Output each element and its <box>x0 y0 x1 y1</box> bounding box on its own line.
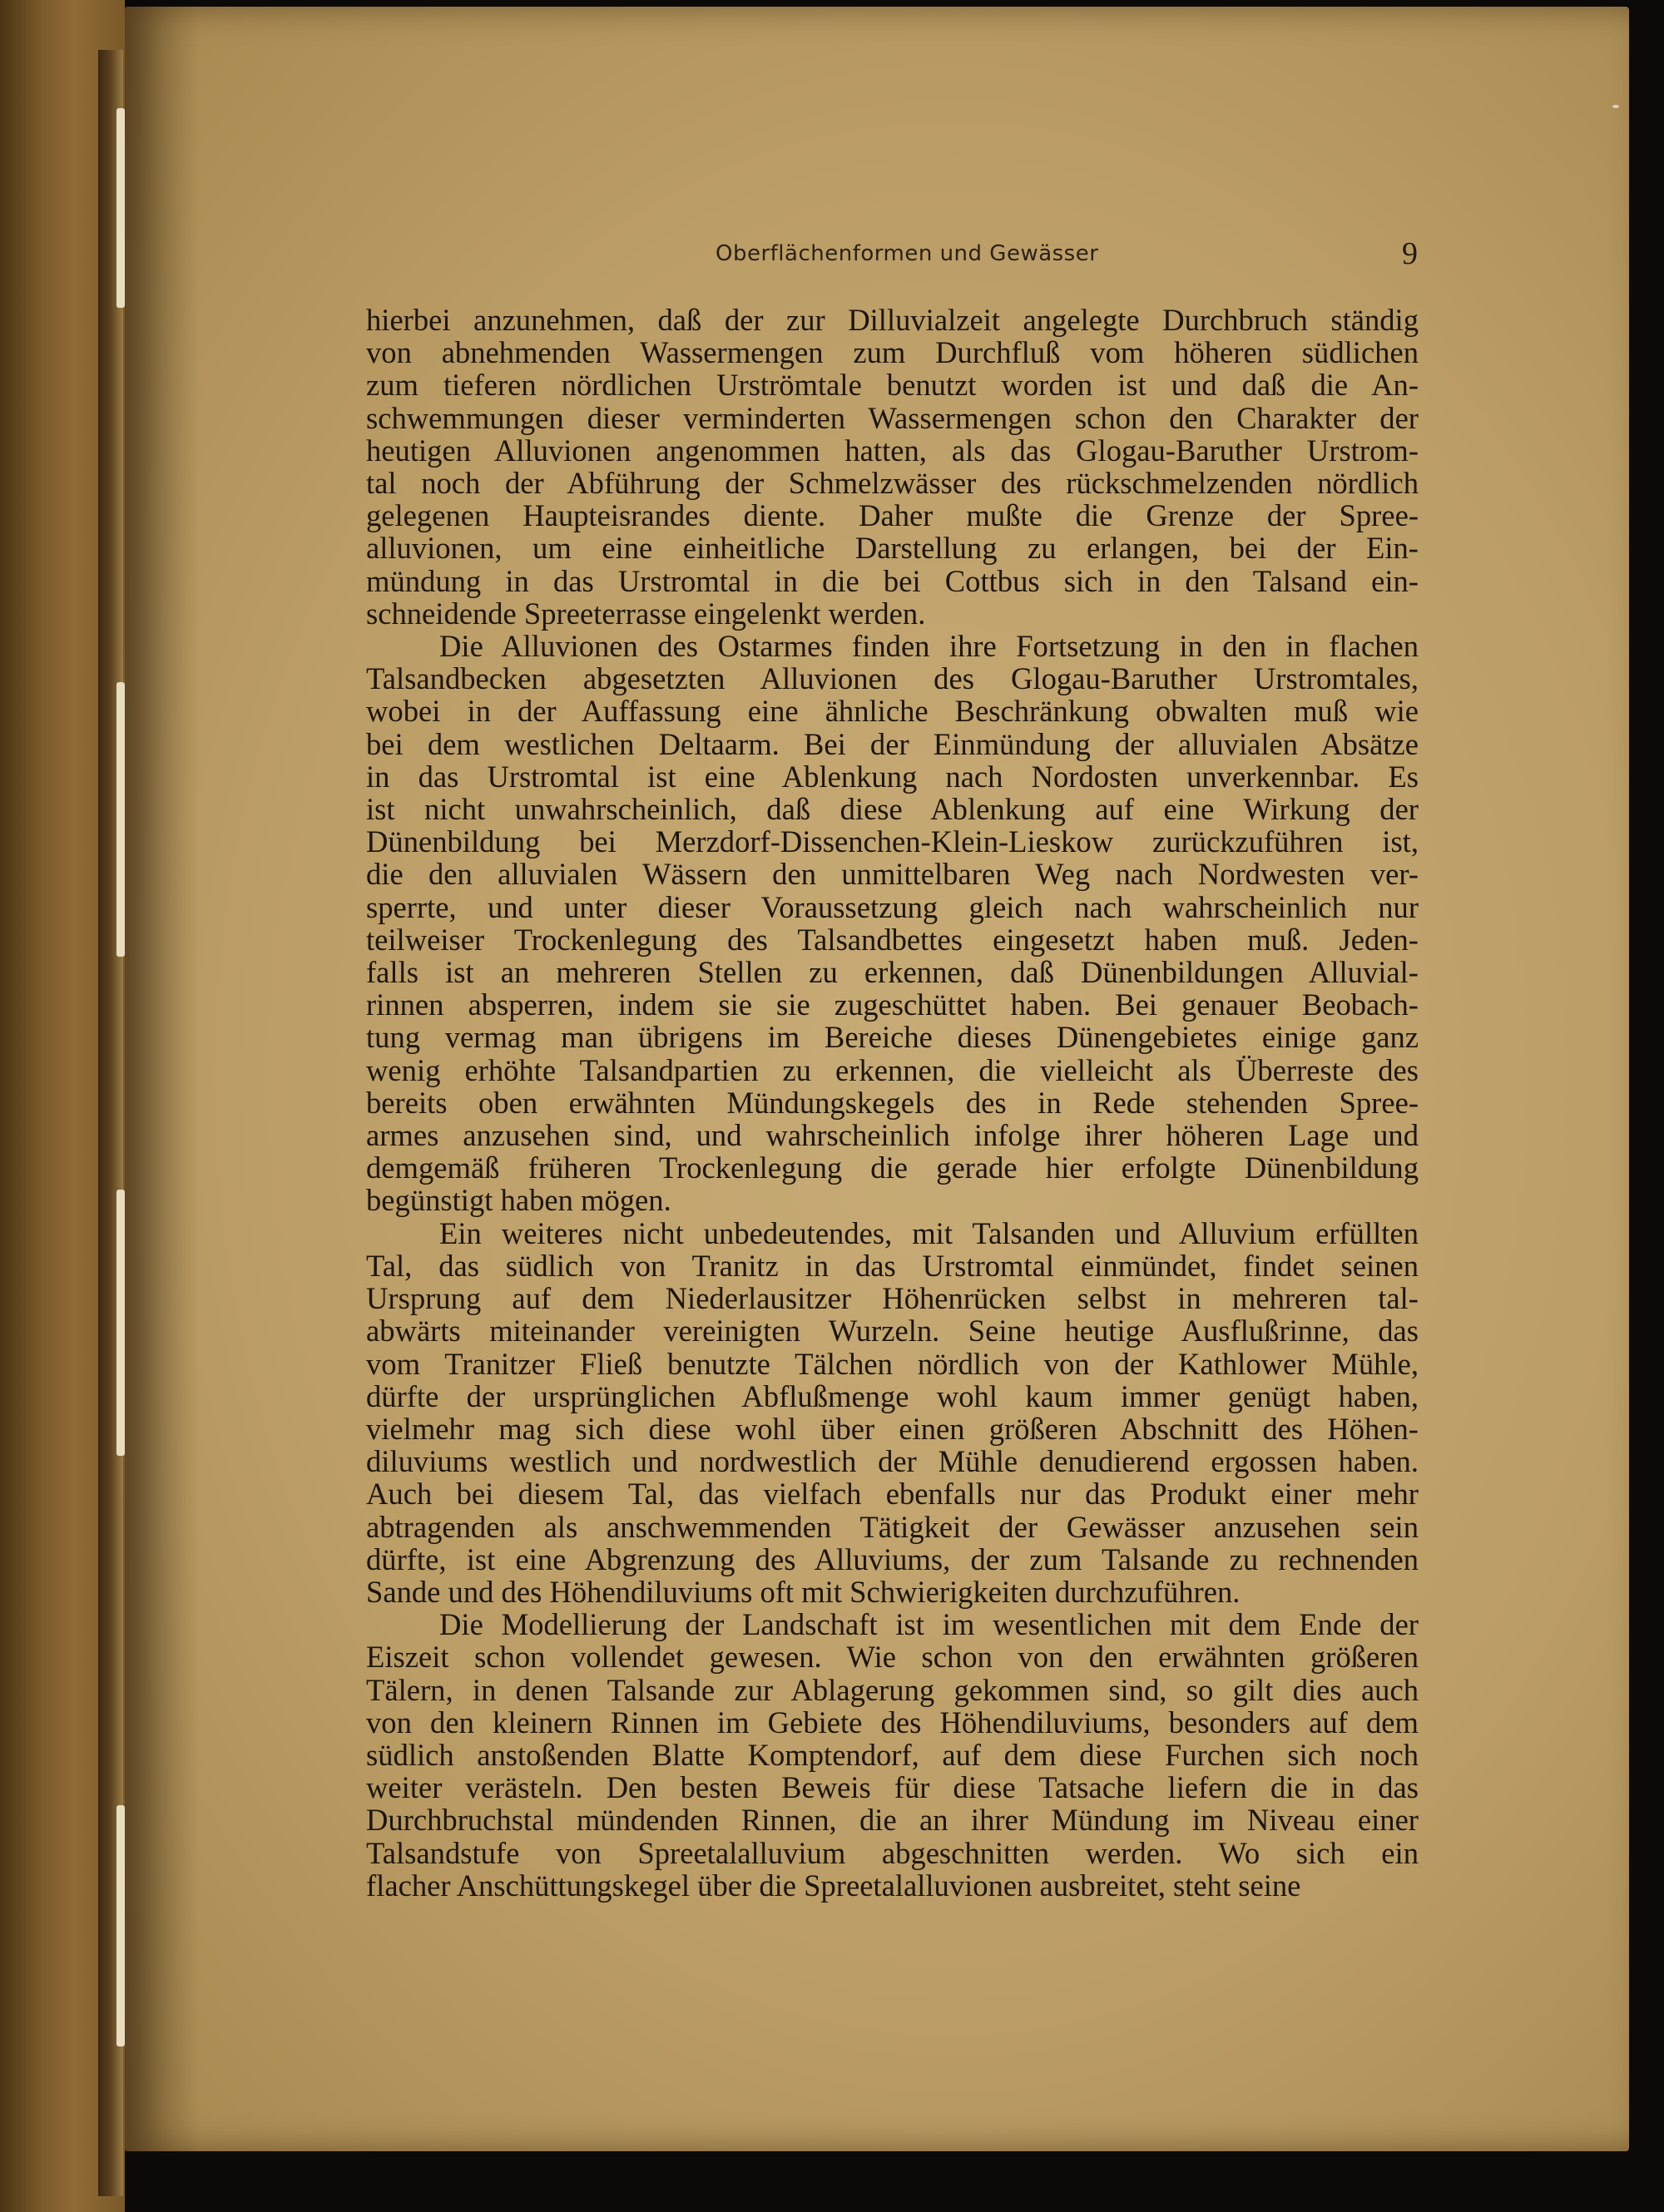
binding-thread <box>116 682 125 957</box>
scan-speck <box>1612 105 1619 108</box>
spine-shadow <box>125 7 200 2151</box>
text-line: abtragenden als anschwemmenden Tätigkeit der Gewässer anzusehen sein <box>366 1509 1419 1544</box>
text-line: vielmehr mag sich diese wohl über einen größeren Abschnitt des Höhen- <box>366 1411 1419 1446</box>
paragraph <box>366 630 1419 1217</box>
text-line: Die Alluvionen des Ostarmes finden ihre Fortsetzung in den in flachen <box>439 629 1419 664</box>
text-line: wobei in der Auffassung eine ähnliche Beschränkung obwalten muß wie <box>366 694 1419 729</box>
binding-thread <box>116 1190 125 1456</box>
paragraph <box>366 304 1419 630</box>
body-text <box>366 304 1419 1902</box>
text-line: Dünenbildung bei Merzdorf-Dissenchen-Klein-Lieskow zurückzuführen ist, <box>366 824 1419 859</box>
text-line: vom Tranitzer Fließ benutzte Tälchen nördlich von der Kathlower Mühle, <box>366 1346 1419 1381</box>
text-line: falls ist an mehreren Stellen zu erkennen, daß Dünenbildungen Alluvial- <box>366 955 1419 990</box>
text-line: Durchbruchstal mündenden Rinnen, die an ihrer Mündung im Niveau einer <box>366 1803 1419 1838</box>
text-line: südlich anstoßenden Blatte Komptendorf, auf dem diese Furchen sich noch <box>366 1737 1419 1772</box>
text-line: bereits oben erwähnten Mündungskegels des in Rede stehenden Spree- <box>366 1085 1419 1120</box>
text-line: abwärts miteinander vereinigten Wurzeln. Seine heutige Ausflußrinne, das <box>366 1314 1419 1348</box>
text-line: rinnen absperren, indem sie sie zugeschüttet haben. Bei genauer Beobach- <box>366 987 1419 1022</box>
text-line: schwemmungen dieser verminderten Wassermengen schon den Charakter der <box>366 400 1419 435</box>
paragraph <box>366 1217 1419 1608</box>
binding-thread <box>116 108 125 308</box>
text-line: demgemäß früheren Trockenlegung die gerade hier erfolgte Dünenbildung <box>366 1151 1419 1185</box>
text-line: Eiszeit schon vollendet gewesen. Wie schon von den erwähnten größeren <box>366 1640 1419 1675</box>
text-line: Die Modellierung der Landschaft ist im wesentlichen mit dem Ende der <box>439 1607 1419 1642</box>
text-line: armes anzusehen sind, und wahrscheinlich infolge ihrer höheren Lage und <box>366 1118 1419 1153</box>
paragraph <box>366 1608 1419 1902</box>
text-line: alluvionen, um eine einheitliche Darstellung zu erlangen, bei der Ein- <box>366 531 1419 566</box>
text-line: dürfte, ist eine Abgrenzung des Alluviums, der zum Talsande zu rechnenden <box>366 1541 1419 1576</box>
text-line: Tal, das südlich von Tranitz in das Urstromtal einmündet, findet seinen <box>366 1248 1419 1283</box>
page-number: 9 <box>1402 236 1418 271</box>
text-line: in das Urstromtal ist eine Ablenkung nach Nordosten unverkennbar. Es <box>366 759 1419 794</box>
text-line: tal noch der Abführung der Schmelzwässer des rückschmelzenden nördlich <box>366 466 1419 501</box>
text-line: flacher Anschüttungskegel über die Spreetalalluvionen ausbreitet, steht seine <box>366 1868 1301 1903</box>
text-line: gelegenen Haupteisrandes diente. Daher mußte die Grenze der Spree- <box>366 498 1419 533</box>
text-line: schneidende Spreeterrasse eingelenkt werden. <box>366 596 926 631</box>
text-line: hierbei anzunehmen, daß der zur Dilluvialzeit angelegte Durchbruch ständig <box>366 303 1419 337</box>
text-line: ist nicht unwahrscheinlich, daß diese Ablenkung auf eine Wirkung der <box>366 792 1419 827</box>
text-line: tung vermag man übrigens im Bereiche dieses Dünengebietes einige ganz <box>366 1020 1419 1055</box>
text-line: wenig erhöhte Talsandpartien zu erkennen, die vielleicht als Überreste des <box>366 1052 1419 1087</box>
running-head: Oberflächenformen und Gewässer <box>716 241 1099 266</box>
text-line: die den alluvialen Wässern den unmittelbaren Weg nach Nordwesten ver- <box>366 857 1419 892</box>
text-line: zum tieferen nördlichen Urströmtale benutzt worden ist und daß die An- <box>366 368 1419 403</box>
text-line: diluviums westlich und nordwestlich der Mühle denudierend ergossen haben. <box>366 1444 1419 1479</box>
text-line: von abnehmenden Wassermengen zum Durchfluß vom höheren südlichen <box>366 335 1419 370</box>
text-line: teilweiser Trockenlegung des Talsandbettes eingesetzt haben muß. Jeden- <box>366 922 1419 957</box>
text-line: Ein weiteres nicht unbedeutendes, mit Talsanden und Alluvium erfüllten <box>439 1215 1419 1250</box>
text-line: Talsandstufe von Spreetalalluvium abgeschnitten werden. Wo sich ein <box>366 1835 1419 1870</box>
text-line: weiter verästeln. Den besten Beweis für diese Tatsache liefern die in das <box>366 1770 1419 1805</box>
binding-thread <box>116 1805 125 2046</box>
text-line: Auch bei diesem Tal, das vielfach ebenfalls nur das Produkt einer mehr <box>366 1477 1419 1512</box>
text-line: sperrte, und unter dieser Voraussetzung gleich nach wahrscheinlich nur <box>366 889 1419 924</box>
text-line: heutigen Alluvionen angenommen hatten, als das Glogau-Baruther Urstrom- <box>366 433 1419 468</box>
text-line: begünstigt haben mögen. <box>366 1183 671 1218</box>
text-line: Tälern, in denen Talsande zur Ablagerung gekommen sind, so gilt dies auch <box>366 1672 1419 1707</box>
text-line: von den kleinern Rinnen im Gebiete des Höhendiluviums, besonders auf dem <box>366 1705 1419 1739</box>
text-line: Ursprung auf dem Niederlausitzer Höhenrücken selbst in mehreren tal- <box>366 1281 1419 1316</box>
text-line: Talsandbecken abgesetzten Alluvionen des Glogau-Baruther Urstromtales, <box>366 661 1419 696</box>
text-line: Sande und des Höhendiluviums oft mit Schwierigkeiten durchzuführen. <box>366 1574 1241 1609</box>
text-line: mündung in das Urstromtal in die bei Cottbus sich in den Talsand ein- <box>366 563 1419 598</box>
text-line: bei dem westlichen Deltaarm. Bei der Einmündung der alluvialen Absätze <box>366 726 1419 761</box>
text-line: dürfte der ursprünglichen Abflußmenge wohl kaum immer genügt haben, <box>366 1378 1419 1413</box>
